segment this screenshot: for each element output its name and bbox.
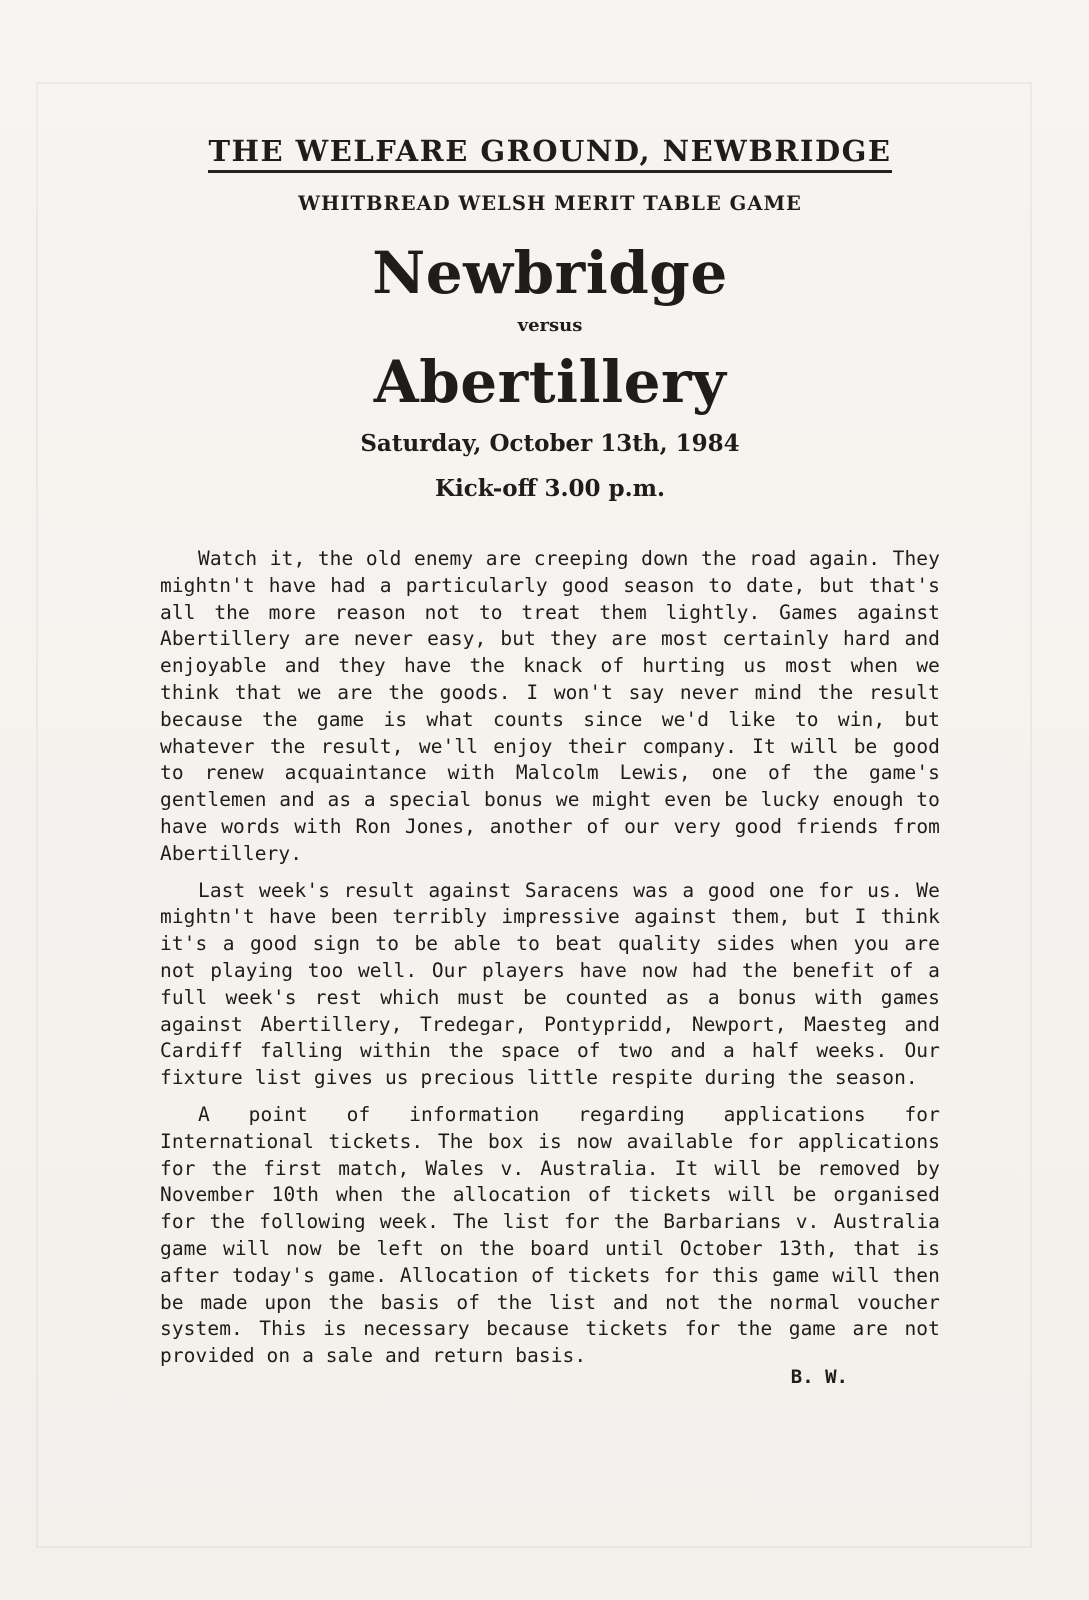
venue-heading — [160, 134, 940, 168]
competition-title: WHITBREAD WELSH MERIT TABLE GAME — [298, 192, 802, 215]
article-body — [160, 546, 940, 1370]
kickoff-time: Kick-off 3.00 p.m. — [435, 475, 665, 502]
venue-title: THE WELFARE GROUND, NEWBRIDGE — [208, 134, 891, 173]
paragraph-3: A point of information regarding applications for International tickets. The box is now available for applications for the first match, Wales v. Australia. It will be removed by November 10th when the allocation of tickets will be organised for the following week. The list for the Barbarians v. Australia game will now be left on the board until October 13th, that is after today's game. Allocation of tickets for this game will then be made upon the basis of the list and not the normal voucher system. This is necessary because tickets for the game are not provided on a sale and return basis. — [160, 1102, 940, 1368]
versus-label: versus — [517, 315, 583, 336]
paragraph-2: Last week's result against Saracens was a good one for us. We mightn't have been terribly impressive against them, but I think it's a good sign to be able to beat quality sides when you are not playing too well. Our players have now had the benefit of a full week's rest which must be counted as a bonus with games against Abertillery, Tredegar, Pontypridd, Newport, Maesteg and Cardiff falling within the space of two and a half weeks. Our fixture list gives us precious little respite during the season. — [160, 878, 940, 1090]
home-team: Newbridge — [372, 239, 728, 307]
programme-content — [160, 120, 940, 1388]
paragraph-1: Watch it, the old enemy are creeping down the road again. They mightn't have had a particularly good season to date, but that's all the more reason not to treat them lightly. Games against Abertillery are never easy, but they are most certainly hard and enjoyable and they have the knack of hurting us most when we think that we are the goods. I won't say never mind the result because the game is what counts since we'd like to win, but whatever the result, we'll enjoy their company. It will be good to renew acquaintance with Malcolm Lewis, one of the game's gentlemen and as a special bonus we might even be lucky enough to have words with Ron Jones, another of our very good friends from Abertillery. — [160, 547, 940, 865]
away-team: Abertillery — [373, 348, 727, 416]
match-date: Saturday, October 13th, 1984 — [360, 430, 740, 457]
author-signature: B. W. — [790, 1365, 848, 1388]
